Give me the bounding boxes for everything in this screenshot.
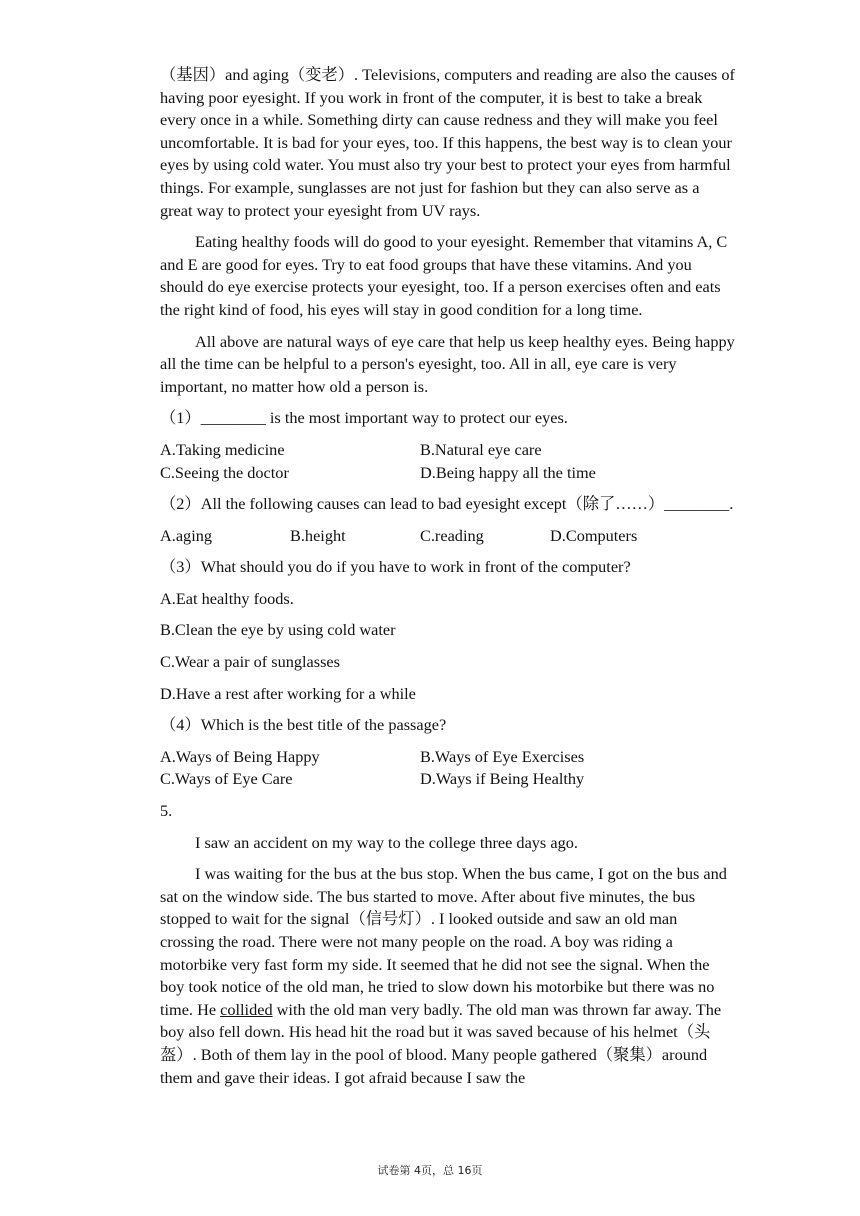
question-1-stem: （1）________ is the most important way to protect our eyes. xyxy=(160,408,568,428)
question-4-option-a: A.Ways of Being Happy xyxy=(160,746,320,766)
question-1-option-b: B.Natural eye care xyxy=(420,439,542,459)
question-3-stem: （3）What should you do if you have to work in front of the computer? xyxy=(160,557,631,577)
question-2-stem: （2）All the following causes can lead to bad eyesight except（除了……）________. xyxy=(160,494,734,514)
passage4-paragraph-2: Eating healthy foods will do good to your eyesight. Remember that vitamins A, C and E are good for eyes. Try to eat food groups that have these vitamins. And you should do eye exercise protects your eyesight, too. If a person exercises often and eats the right kind of food, his eyes will stay in good condition for a long time. xyxy=(160,232,728,319)
question-1-option-a: A.Taking medicine xyxy=(160,439,285,459)
question-4-option-d: D.Ways if Being Healthy xyxy=(420,769,585,789)
question-2-options xyxy=(160,525,735,548)
underlined-word: collided xyxy=(220,999,273,1019)
passage5-paragraph-2 xyxy=(160,863,735,1089)
question-2-option-b: B.height xyxy=(290,525,346,545)
question-3-option-d: D.Have a rest after working for a while xyxy=(160,683,416,703)
page-footer: 试卷第 4页，总 16页 xyxy=(377,1164,483,1177)
question-1-option-d: D.Being happy all the time xyxy=(420,462,596,482)
passage5-text-before: I was waiting for the bus at the bus stop. When the bus came, I got on the bus and sat on the window side. The bus started to move. After about five minutes, the bus stopped to wait for the signal（信号灯）. I looked outside and saw an old man crossing the road. There were not many people on the road. A boy was riding a motorbike very fast form my side. It seemed that he did not see the signal. When the boy took notice of the old man, he tried to slow down his motorbike but there was no time. He xyxy=(160,864,727,1019)
question-3-option-c: C.Wear a pair of sunglasses xyxy=(160,652,340,672)
passage4-paragraph-1: （基因）and aging（变老）. Televisions, computers and reading are also the causes of having poor eyesight. If you work in front of the computer, it is best to take a break every once in a while. Something dirty can cause redness and they will make you feel uncomfortable. It is bad for your eyes, too. If this happens, the best way is to clean your eyes by using cold water. You must also try your best to protect your eyes from harmful things. For example, sunglasses are not just for fashion but they can also serve as a great way to protect your eyesight from UV rays. xyxy=(160,65,735,220)
question-2-option-a: A.aging xyxy=(160,525,212,545)
question-1-options xyxy=(160,439,735,484)
passage5-number: 5. xyxy=(160,801,173,821)
question-2-option-c: C.reading xyxy=(420,525,484,545)
passage5-paragraph-1: I saw an accident on my way to the college three days ago. xyxy=(195,832,578,852)
question-4-option-b: B.Ways of Eye Exercises xyxy=(420,746,585,766)
question-4-stem: （4）Which is the best title of the passage? xyxy=(160,715,447,735)
question-3-option-a: A.Eat healthy foods. xyxy=(160,588,294,608)
question-3-option-b: B.Clean the eye by using cold water xyxy=(160,620,396,640)
passage5-text-after: with the old man very badly. The old man was thrown far away. The boy also fell down. His head hit the road but it was saved because of his helmet（头盔）. Both of them lay in the pool of blood. Many people gathered（聚集）around them and gave their ideas. I got afraid because I saw the xyxy=(160,999,722,1087)
question-4-options xyxy=(160,746,735,791)
question-2-option-d: D.Computers xyxy=(550,525,638,545)
passage4-paragraph-3: All above are natural ways of eye care that help us keep healthy eyes. Being happy all the time can be helpful to a person's eyesight, too. All in all, eye care is very important, no matter how old a person is. xyxy=(160,331,735,396)
question-1-option-c: C.Seeing the doctor xyxy=(160,462,289,482)
question-4-option-c: C.Ways of Eye Care xyxy=(160,769,293,789)
document-page xyxy=(160,64,735,1098)
